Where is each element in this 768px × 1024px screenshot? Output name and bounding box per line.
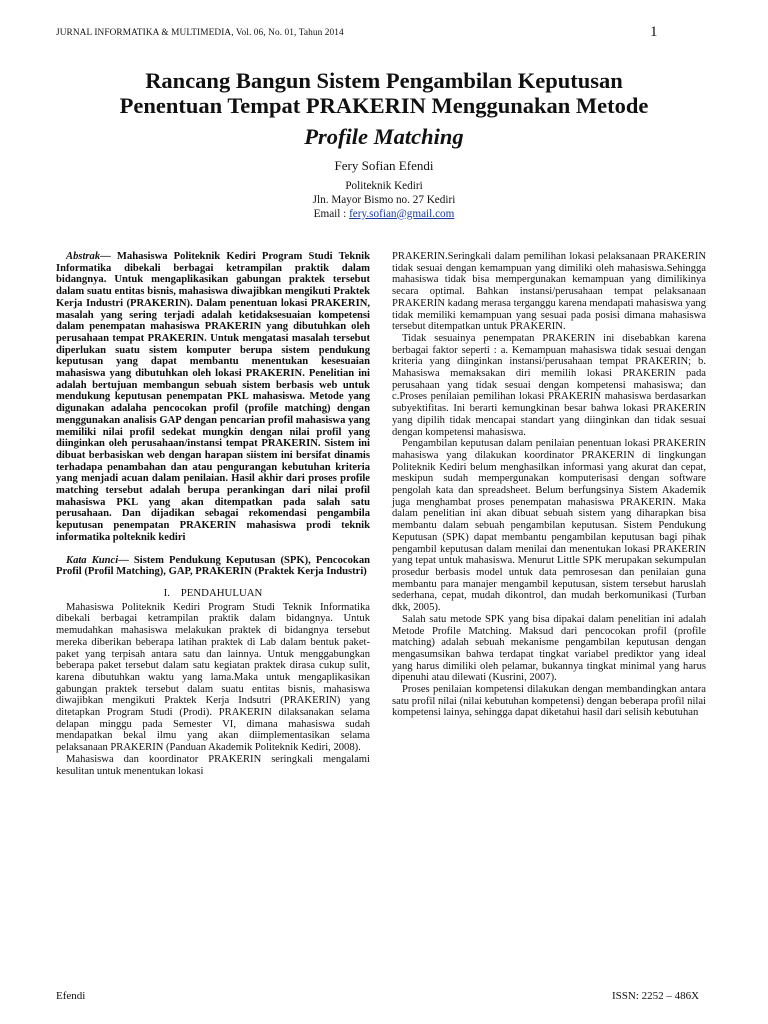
journal-initial-j: J bbox=[56, 28, 60, 38]
author-name: Fery Sofian Efendi bbox=[334, 158, 434, 173]
author-affiliation bbox=[60, 180, 708, 221]
left-column bbox=[56, 251, 370, 777]
email-line bbox=[60, 208, 708, 222]
journal-volume-info: , Vol. 06, No. 01, Tahun 2014 bbox=[231, 28, 344, 38]
paragraph: PRAKERIN.Seringkali dalam pemilihan lokasi pelaksanaan PRAKERIN tidak sesuai dengan kemampuan yang dimiliki oleh mahasiswa.Sehingga mahasiswa tidak bisa mempergunakan kemampuan yang dimilikinya secara optimal. Bahkan instansi/perusahaan tempat pelaksanaan PRAKERIN kadang merasa terganggu karena mendapati mahasiswa yang tidak memiliki kemampuan yang sesuai pada posisi dimana mahasiswa tersebut ditempatkan untuk PRAKERIN. bbox=[392, 251, 706, 333]
paragraph: Pengambilan keputusan dalam penilaian penentuan lokasi PRAKERIN mahasiswa yang dilakukan koordinator PRAKERIN di lingkungan Politeknik Kediri belum menghasilkan informasi yang akurat dan cepat, meskipun sudah mempergunakan komputerisasi dengan software pengolah kata dan spreadsheet. Belum berfungsinya Sistem Akademik juga menghambat proses penempatan mahasiswa PRAKERIN. Maka dalam penelitian ini akan dibuat sebuah sistem yang diharapkan bisa membantu dalam sebuah pengambilan keputusan. Sistem Pendukung Keputusan (SPK) dapat membantu pengambilan keputusan bagi pihak pengambil keputusan dalam menilai dan menentukan lokasi PRAKERIN yang tepat untuk mahasiswa. Menurut Little SPK merupakan sekumpulan prosedur berbasis model untuk data pemrosesan dan penilaian guna membantu para manajer mengambil keputusan, sistem tersebut haruslah sederhana, cepat, mudah dikontrol, dan mudah berkomunikasi (Turban dkk, 2005). bbox=[392, 438, 706, 614]
journal-initial-i: I bbox=[94, 28, 98, 38]
paragraph: Proses penilaian kompetensi dilakukan dengan membandingkan antara satu profil nilai (nilai kebutuhan kompetensi) dengan beberapa profil nilai kompetensi lainya, sehingga dapat diketahui hasil dari selisih kebutuhan bbox=[392, 684, 706, 719]
abstract bbox=[56, 251, 370, 544]
paragraph: Salah satu metode SPK yang bisa dipakai dalam penelitian ini adalah Metode Profile Matching. Maksud dari pencocokan profil (profile matching) adalah sebuah mekanisme pengambilan keputusan dengan mengasumsikan bahwa terdapat tingkat variabel prediktor yang ideal yang harus dimiliki oleh pelamar, bukannya tingkat minimal yang harus dipenuhi atau dilewati (Kusrini, 2007). bbox=[392, 613, 706, 684]
journal-smallcaps-1: URNAL bbox=[59, 28, 95, 38]
running-head bbox=[56, 28, 344, 38]
journal-smallcaps-2: NFORMATIKA & bbox=[97, 28, 172, 38]
paragraph: Tidak sesuainya penempatan PRAKERIN ini disebabkan karena berbagai faktor seperti : a. Kemampuan mahasiswa tidak sesuai dengan kriteria yang diinginkan instansi/perusahaan tempat PRAKERIN; b. Mahasiswa memaksakan diri memilih lokasi PRAKERIN pada perusahaan yang tidak sesuai dengan kompetensi mahasiswa; dan c.Proses penilaian pemilihan lokasi PRAKERIN mahasiswa berdasarkan subyektifitas. Ini berarti kemungkinan besar bahwa lokasi PRAKERIN yang dipilih tidak mencapai standart yang diinginkan dan tidak sesuai dengan kompetensi mahasiswa. bbox=[392, 332, 706, 438]
section-title-first: P bbox=[180, 586, 187, 599]
keywords-text: — Sistem Pendukung Keputusan (SPK), Pencocokan Profil (Profil Matching), GAP, PRAKERIN (Praktek Kerja Industri) bbox=[56, 554, 371, 578]
paragraph: Mahasiswa dan koordinator PRAKERIN seringkali mengalami kesulitan untuk menentukan lokasi bbox=[56, 753, 370, 777]
title-line-3: Profile Matching bbox=[304, 124, 464, 149]
institution: Politeknik Kediri bbox=[345, 180, 423, 192]
title-line-2: Penentuan Tempat PRAKERIN Menggunakan Metode bbox=[119, 93, 649, 118]
journal-smallcaps-3: ULTIMEDIA bbox=[179, 28, 232, 38]
section-number: I. bbox=[163, 586, 170, 599]
title-line-1: Rancang Bangun Sistem Pengambilan Keputusan bbox=[145, 68, 623, 93]
keywords-lead: Kata Kunci bbox=[66, 554, 119, 566]
abstract-text: — Mahasiswa Politeknik Kediri Program Studi Teknik Informatika dibekali berbagai ketrampilan praktik dalam bidangnya. Untuk mengaplikasikan gabungan praktek tersebut dalam suatu entitas bisnis, mahasiswa diwajibkan mengikuti Praktek Kerja Industri (PRAKERIN). Dalam penentuan lokasi PRAKERIN, masalah yang sering terjadi adalah ketidaksesuaian kompetensi dalam penempatan mahasiswa PRAKERIN yang dibutuhkan oleh perusahaan tempat PRAKERIN. Untuk mengatasi masalah tersebut diperlukan suatu sistem komputer berupa sistem pendukung keputusan yang dapat membantu menentukan kesesuaian mahasiswa yang dibutuhkan oleh lokasi PRAKERIN. Penelitian ini adalah bertujuan membangun sebuah sistem berbasis web untuk mendukung keputusan penempatan PKL mahasiswa. Metode yang digunakan adalaha pencocokan profil (profile matching) dengan menggunakan analisis GAP dengan pencarian profil mahasiswa yang memiliki nilai profil sedekat mungkin dengan nilai profil yang diinginkan oleh perusahaan/instansi tempat PRAKERIN. Sistem ini dibuat berbasiskan web dengan harapan siistem ini bersifat dinamis terhadapa penambahan dan atau pengurangan kebutuhan kriteria yang menjadi acuan dalam penilaian. Hasil akhir dari proses profile matching tersebut adalah berupa perankingan dari nilai profil mahasiswa PKL yang akan ditempatkan pada salah satu perusahaan. Dan dijadikan sebagai rekomendasi pengambila keputusan penempatan PRAKERIN mahasiswa prodi teknik informatika polteknik kediri bbox=[56, 251, 370, 543]
keywords bbox=[56, 555, 370, 578]
section-title-rest: ENDAHULUAN bbox=[186, 586, 263, 599]
page-number: 1 bbox=[650, 24, 658, 40]
email-link[interactable]: fery.sofian@gmail.com bbox=[349, 207, 455, 220]
address: Jln. Mayor Bismo no. 27 Kediri bbox=[312, 193, 456, 206]
footer-issn: ISSN: 2252 – 486X bbox=[612, 990, 700, 1002]
journal-initial-m: M bbox=[171, 28, 180, 38]
right-column bbox=[392, 251, 706, 719]
paragraph: Mahasiswa Politeknik Kediri Program Studi Teknik Informatika dibekali berbagai ketrampilan praktik dalam bidangnya. Untuk memudahkan mahasiswa melakukan praktek di bidangnya tersebut mereka diberikan beberapa latihan praktek di Lab dalam bentuk paket-paket yang terpisah antara satu dan lainnya. Untuk menggabungkan beberapa paket tersebut dalam satu kegiatan praktek dirasa cukup sulit, karena dibutuhkan waktu yang lama.Maka untuk mengaplikasikan gabungan praktek tersebut dalam suatu entitas bisnis, mahasiswa diwajibkan mengikuti Praktek Kerja Indsutri (PRAKERIN) yang ditetapkan Program Studi (Prodi). PRAKERIN dilaksanakan selama delapan minggu pada Semester VI, dimana mahasiswa sudah mendapatkan bekal ilmu yang akan diimplementasikan selama pelaksanaan PRAKERIN (Panduan Akademik Politeknik Kediri, 2008). bbox=[56, 601, 370, 754]
abstract-lead: Abstrak bbox=[66, 251, 101, 262]
email-label: Email : bbox=[313, 207, 350, 220]
section-heading bbox=[56, 588, 370, 600]
footer-author: Efendi bbox=[56, 990, 86, 1002]
paper-title bbox=[60, 68, 708, 118]
